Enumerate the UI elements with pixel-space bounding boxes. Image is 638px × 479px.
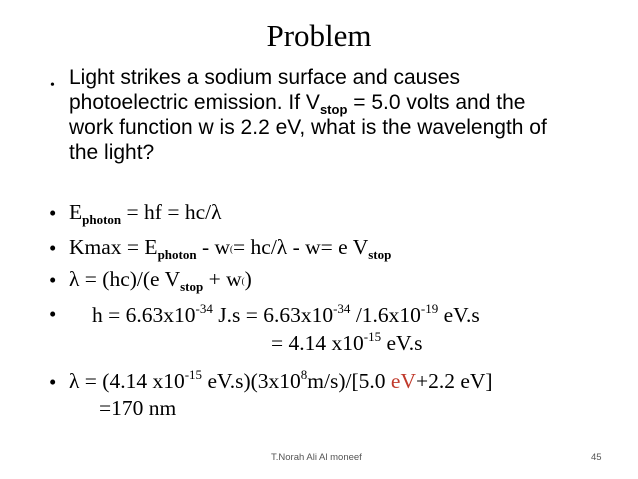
highlight-ev: eV bbox=[390, 369, 416, 393]
bullet: • bbox=[49, 370, 57, 394]
step-planck-constant: $h = 6.63x10^{-34}$ $J.s = 6.63x10^{-34}$ $/1.6x10^{-19}$ eV.s bbox=[92, 301, 480, 327]
problem-line-2: photoelectric emission. If $V_{stop} = 5.0$ volts and the bbox=[69, 91, 526, 117]
footer-author: T.Norah Ali Al moneef bbox=[271, 452, 362, 463]
problem-line-4: the light? bbox=[69, 141, 155, 164]
step-kmax: $Kmax = E_{photon} - w(= hc/\lambda - w= e$ $V_{stop}$ bbox=[69, 235, 392, 262]
problem-line-3: work function w is 2.2 eV, what is the wavelength of bbox=[69, 116, 547, 139]
step-planck-ev: = 4.14 $x10^{-15}$ eV.s bbox=[271, 329, 423, 355]
bullet: • bbox=[49, 268, 57, 292]
slide-title: Problem bbox=[266, 18, 372, 53]
problem-line-1: Light strikes a sodium surface and causes bbox=[69, 66, 461, 89]
step-wavelength-formula: λ = (hc)/(e $V_{stop} + w()$ bbox=[69, 267, 252, 294]
step-result: =170 nm bbox=[99, 396, 177, 420]
step-wavelength-calc: λ = (4.14 $x10^{-15}$ $eV.s)(3x10^8m/s)/[5.0$ eV+2.2 eV] bbox=[69, 367, 493, 393]
bullet: • bbox=[49, 201, 57, 225]
bullet: • bbox=[49, 302, 57, 326]
bullet: • bbox=[49, 236, 57, 260]
bullet: • bbox=[50, 78, 55, 93]
page-number: 45 bbox=[591, 452, 602, 463]
step-photon-energy: $E_{photon}$ = hf = hc/λ bbox=[69, 200, 222, 227]
